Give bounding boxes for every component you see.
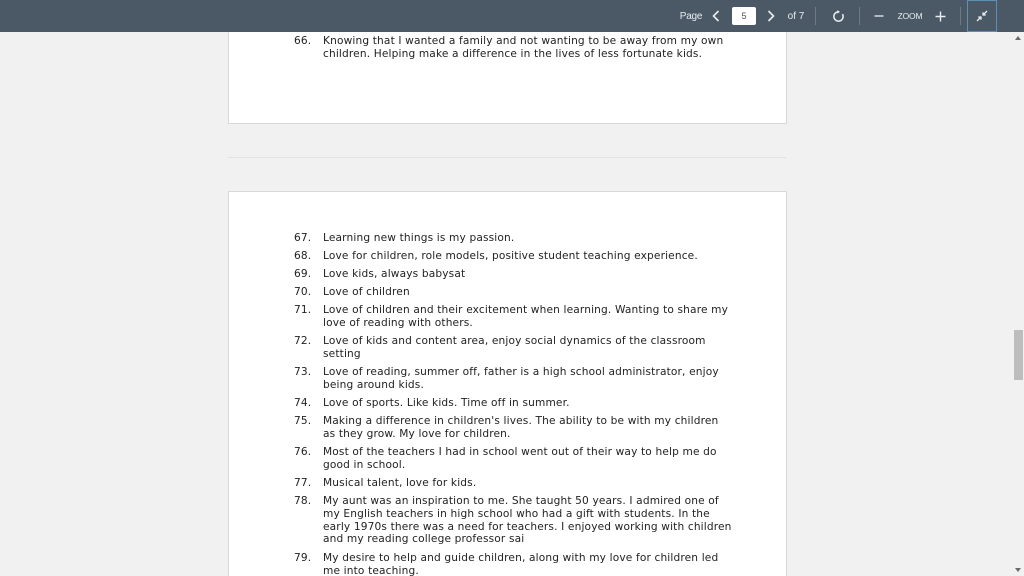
item-number: 79. <box>294 552 312 564</box>
item-number: 75. <box>294 415 312 427</box>
chevron-right-icon <box>767 10 775 22</box>
rotate-icon <box>832 10 845 23</box>
item-text: Love of children <box>323 286 410 298</box>
item-number: 66. <box>294 35 312 47</box>
item-number: 76. <box>294 446 312 458</box>
item-text: Love of sports. Like kids. Time off in summer. <box>323 397 570 409</box>
toolbar-divider <box>859 7 860 25</box>
plus-icon <box>935 11 946 22</box>
scroll-down-button[interactable] <box>1012 564 1024 576</box>
item-number: 71. <box>294 304 312 316</box>
zoom-in-button[interactable] <box>933 0 947 32</box>
item-text: Love of kids and content area, enjoy social dynamics of the classroom setting <box>323 335 706 360</box>
scrollbar-thumb[interactable] <box>1014 330 1023 380</box>
page-count: of 7 <box>787 10 805 22</box>
page-label: Page <box>679 10 703 22</box>
vertical-scrollbar[interactable] <box>1012 32 1024 576</box>
page-number-input[interactable] <box>732 7 756 25</box>
item-text: Love kids, always babysat <box>323 268 466 280</box>
arrow-down-icon <box>1015 568 1021 572</box>
item-number: 72. <box>294 335 312 347</box>
item-text: Musical talent, love for kids. <box>323 477 477 489</box>
item-text: Learning new things is my passion. <box>323 232 515 244</box>
item-text: My aunt was an inspiration to me. She taught 50 years. I admired one of my English teachers in high school who had a gift with students. In the early 1970s there was a need for teachers. I enjoyed working with children and my reading college professor sai <box>323 495 732 546</box>
item-number: 77. <box>294 477 312 489</box>
rotate-button[interactable] <box>829 0 847 32</box>
toolbar-divider <box>960 7 961 25</box>
zoom-out-button[interactable] <box>872 0 886 32</box>
viewer-toolbar <box>0 0 1024 32</box>
scroll-up-button[interactable] <box>1012 32 1024 44</box>
zoom-label: ZOOM <box>897 11 923 21</box>
item-number: 68. <box>294 250 312 262</box>
chevron-left-icon <box>712 10 720 22</box>
item-text: Love of children and their excitement when learning. Wanting to share my love of reading with others. <box>323 304 729 329</box>
next-page-button[interactable] <box>763 0 779 32</box>
toolbar-divider <box>815 7 816 25</box>
document-page <box>228 191 787 576</box>
previous-page-button[interactable] <box>708 0 724 32</box>
item-number: 70. <box>294 286 312 298</box>
minus-icon <box>874 11 884 21</box>
item-number: 73. <box>294 366 312 378</box>
page-separator <box>228 157 786 158</box>
arrow-up-icon <box>1015 36 1021 40</box>
item-text: Knowing that I wanted a family and not wanting to be away from my own children. Helping make a difference in the lives of less fortunate kids. <box>323 35 724 60</box>
document-page <box>228 32 787 124</box>
item-text: Making a difference in children's lives. The ability to be with my children as they grow. My love for children. <box>323 415 719 440</box>
item-number: 67. <box>294 232 312 244</box>
document-viewer[interactable] <box>0 32 1024 576</box>
exit-fullscreen-button[interactable] <box>967 0 997 32</box>
item-text: Love of reading, summer off, father is a high school administrator, enjoy being around kids. <box>323 366 719 391</box>
item-number: 74. <box>294 397 312 409</box>
item-number: 78. <box>294 495 312 507</box>
item-number: 69. <box>294 268 312 280</box>
collapse-icon <box>976 10 988 22</box>
item-text: My desire to help and guide children, along with my love for children led me into teaching. <box>323 552 719 576</box>
item-text: Most of the teachers I had in school went out of their way to help me do good in school. <box>323 446 717 471</box>
item-text: Love for children, role models, positive student teaching experience. <box>323 250 698 262</box>
